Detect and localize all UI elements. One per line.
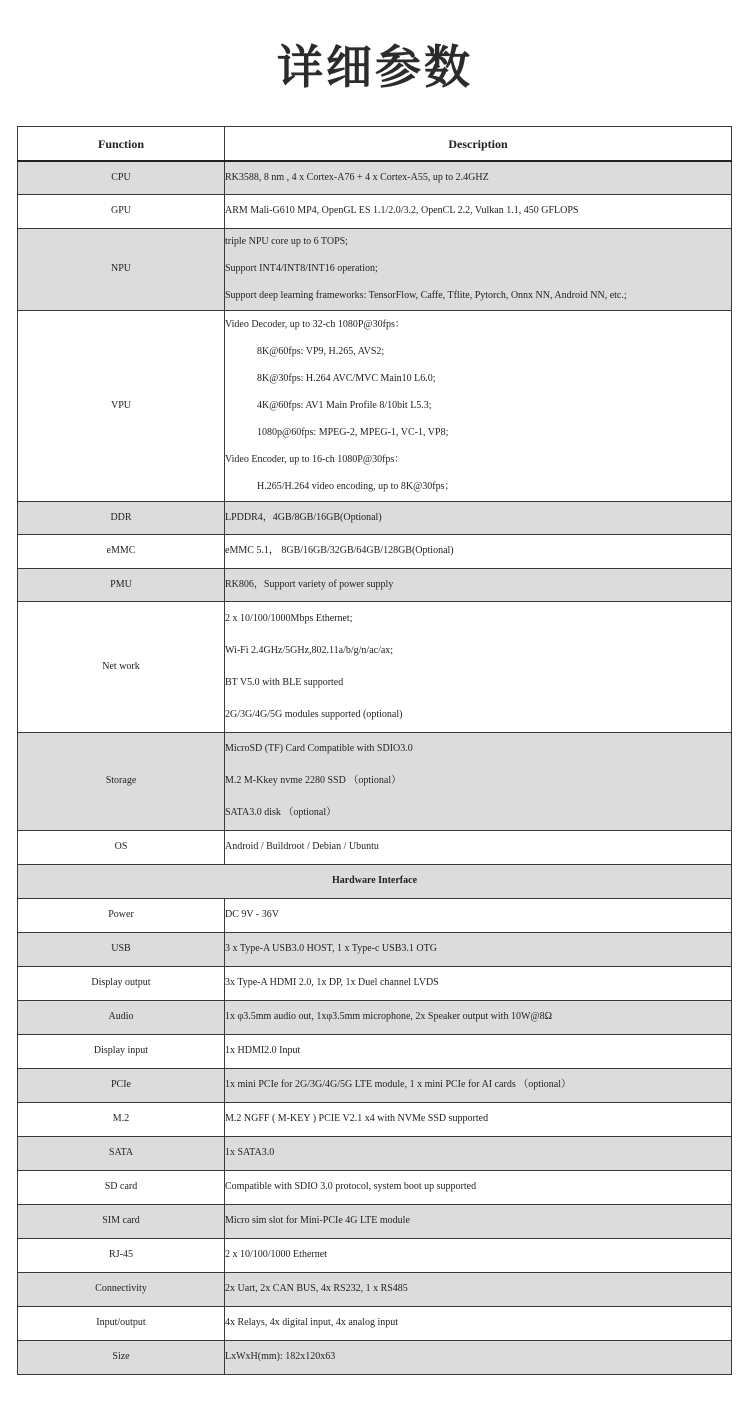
spec-label: Net work	[18, 601, 225, 732]
hardware-description: Compatible with SDIO 3.0 protocol, system boot up supported	[225, 1170, 732, 1204]
spec-row	[18, 228, 732, 310]
spec-label: PMU	[18, 568, 225, 601]
spec-line: eMMC 5.1， 8GB/16GB/32GB/64GB/128GB(Optional)	[225, 545, 454, 556]
spec-line: LPDDR4，4GB/8GB/16GB(Optional)	[225, 511, 382, 523]
hardware-label: Size	[18, 1340, 225, 1374]
hardware-row	[18, 1306, 732, 1340]
spec-label: DDR	[18, 501, 225, 534]
spec-row	[18, 601, 732, 732]
spec-label: OS	[18, 830, 225, 864]
spec-line: 2 x 10/100/1000Mbps Ethernet;	[225, 612, 353, 624]
page-title: 详细参数	[277, 40, 473, 94]
hardware-row	[18, 1136, 732, 1170]
spec-row	[18, 310, 732, 501]
hardware-label: SIM card	[18, 1204, 225, 1238]
spec-line: Wi-Fi 2.4GHz/5GHz,802.11a/b/g/n/ac/ax;	[225, 644, 394, 656]
hardware-row	[18, 1272, 732, 1306]
spec-line: H.265/H.264 video encoding, up to 8K@30fps；	[257, 480, 455, 492]
hardware-description: 2 x 10/100/1000 Ethernet	[225, 1238, 732, 1272]
spec-description	[225, 601, 732, 732]
spec-description	[225, 310, 732, 501]
spec-line: triple NPU core up to 6 TOPS;	[225, 236, 348, 247]
spec-line: Android / Buildroot / Debian / Ubuntu	[225, 841, 379, 852]
hardware-label: PCIe	[18, 1068, 225, 1102]
hardware-description: 4x Relays, 4x digital input, 4x analog input	[225, 1306, 732, 1340]
hardware-label: Power	[18, 898, 225, 932]
hardware-label: USB	[18, 932, 225, 966]
hardware-description: DC 9V - 36V	[225, 898, 732, 932]
hardware-label: Display input	[18, 1034, 225, 1068]
spec-description	[225, 830, 732, 864]
spec-label: Storage	[18, 732, 225, 830]
spec-line: Video Encoder, up to 16-ch 1080P@30fps：	[225, 453, 405, 465]
hardware-row	[18, 966, 732, 1000]
hardware-row	[18, 932, 732, 966]
section-title: Hardware Interface	[18, 864, 732, 898]
hardware-label: SD card	[18, 1170, 225, 1204]
hardware-row	[18, 1238, 732, 1272]
description-column-header: Description	[225, 127, 732, 162]
hardware-row	[18, 1068, 732, 1102]
spec-row	[18, 732, 732, 830]
spec-line: Support INT4/INT8/INT16 operation;	[225, 263, 378, 274]
hardware-description: 1x HDMI2.0 Input	[225, 1034, 732, 1068]
spec-table	[17, 126, 732, 1375]
hardware-label: Connectivity	[18, 1272, 225, 1306]
spec-label: NPU	[18, 228, 225, 310]
hardware-label: RJ-45	[18, 1238, 225, 1272]
spec-row	[18, 830, 732, 864]
spec-label: VPU	[18, 310, 225, 501]
spec-line: Video Decoder, up to 32-ch 1080P@30fps：	[225, 318, 405, 330]
hardware-description: 2x Uart, 2x CAN BUS, 4x RS232, 1 x RS485	[225, 1272, 732, 1306]
spec-description	[225, 161, 732, 194]
spec-table-body	[18, 127, 732, 1375]
spec-row	[18, 534, 732, 568]
hardware-label: Input/output	[18, 1306, 225, 1340]
spec-line: SATA3.0 disk （optional）	[225, 807, 337, 818]
spec-description	[225, 228, 732, 310]
section-header-row	[18, 864, 732, 898]
spec-line: MicroSD (TF) Card Compatible with SDIO3.0	[225, 743, 413, 754]
spec-row	[18, 161, 732, 194]
spec-line: 4K@60fps: AV1 Main Profile 8/10bit L5.3;	[257, 399, 432, 411]
hardware-row	[18, 1340, 732, 1374]
hardware-description: 1x SATA3.0	[225, 1136, 732, 1170]
spec-line: 8K@60fps: VP9, H.265, AVS2;	[257, 345, 385, 357]
spec-line: Support deep learning frameworks: TensorFlow, Caffe, Tflite, Pytorch, Onnx NN, Android NN, etc.;	[225, 290, 627, 301]
spec-description	[225, 501, 732, 534]
hardware-label: SATA	[18, 1136, 225, 1170]
spec-row	[18, 568, 732, 601]
spec-line: RK3588, 8 nm , 4 x Cortex-A76 + 4 x Cortex-A55, up to 2.4GHZ	[225, 171, 489, 183]
spec-line: ARM Mali-G610 MP4, OpenGL ES 1.1/2.0/3.2, OpenCL 2.2, Vulkan 1.1, 450 GFLOPS	[225, 205, 579, 216]
hardware-label: Audio	[18, 1000, 225, 1034]
hardware-description: 1x mini PCIe for 2G/3G/4G/5G LTE module, 1 x mini PCIe for AI cards （optional）	[225, 1068, 732, 1102]
function-column-header: Function	[18, 127, 225, 162]
hardware-description: Micro sim slot for Mini-PCIe 4G LTE module	[225, 1204, 732, 1238]
spec-description	[225, 568, 732, 601]
spec-line: BT V5.0 with BLE supported	[225, 676, 344, 688]
hardware-label: M.2	[18, 1102, 225, 1136]
spec-description	[225, 534, 732, 568]
spec-description	[225, 732, 732, 830]
spec-label: eMMC	[18, 534, 225, 568]
spec-line: 1080p@60fps: MPEG-2, MPEG-1, VC-1, VP8;	[257, 426, 449, 438]
hardware-description: 1x φ3.5mm audio out, 1xφ3.5mm microphone, 2x Speaker output with 10W@8Ω	[225, 1000, 732, 1034]
spec-line: 2G/3G/4G/5G modules supported (optional)	[225, 708, 403, 720]
spec-line: 8K@30fps: H.264 AVC/MVC Main10 L6.0;	[257, 372, 436, 384]
spec-line: RK806，Support variety of power supply	[225, 578, 394, 590]
hardware-row	[18, 1102, 732, 1136]
hardware-row	[18, 1000, 732, 1034]
table-header-row	[18, 127, 732, 162]
hardware-description: 3 x Type-A USB3.0 HOST, 1 x Type-c USB3.1 OTG	[225, 932, 732, 966]
spec-label: GPU	[18, 194, 225, 228]
hardware-row	[18, 1034, 732, 1068]
hardware-row	[18, 898, 732, 932]
spec-label: CPU	[18, 161, 225, 194]
spec-row	[18, 501, 732, 534]
hardware-description: 3x Type-A HDMI 2.0, 1x DP, 1x Duel channel LVDS	[225, 966, 732, 1000]
hardware-row	[18, 1204, 732, 1238]
spec-line: M.2 M-Kkey nvme 2280 SSD （optional）	[225, 775, 402, 786]
hardware-description: M.2 NGFF ( M-KEY ) PCIE V2.1 x4 with NVMe SSD supported	[225, 1102, 732, 1136]
hardware-description: LxWxH(mm): 182x120x63	[225, 1340, 732, 1374]
spec-description	[225, 194, 732, 228]
spec-row	[18, 194, 732, 228]
hardware-row	[18, 1170, 732, 1204]
hardware-label: Display output	[18, 966, 225, 1000]
